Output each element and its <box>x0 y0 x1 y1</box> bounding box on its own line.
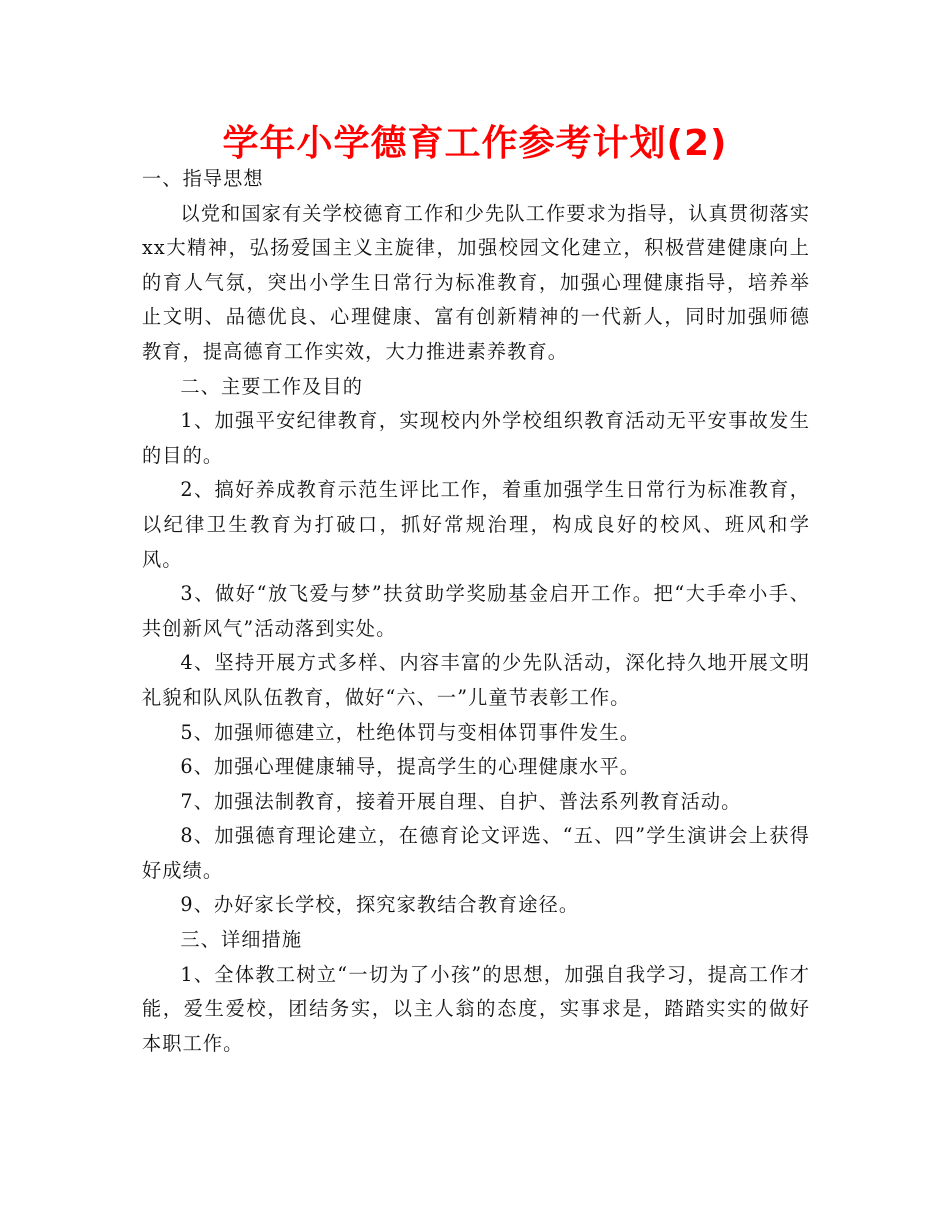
list-item-main-work-2: 2、搞好养成教育示范生评比工作，着重加强学生日常行为标准教育，以纪律卫生教育为打破口，抓好常规治理，构成良好的校风、班风和学风。 <box>142 478 810 571</box>
list-item-measure-1: 1、全体教工树立“一切为了小孩”的思想，加强自我学习，提高工作才能，爱生爱校，团结务实，以主人翁的态度，实事求是，踏踏实实的做好本职工作。 <box>142 962 810 1055</box>
list-item-main-work-3: 3、做好“放飞爱与梦”扶贫助学奖励基金启开工作。把“大手牵小手、共创新风气”活动落到实处。 <box>142 582 810 640</box>
document-title: 学年小学德育工作参考计划(2) <box>222 123 728 164</box>
list-item-main-work-8: 8、加强德育理论建立，在德育论文评选、“五、四”学生演讲会上获得好成绩。 <box>142 824 810 882</box>
section-heading-main-work: 二、主要工作及目的 <box>180 374 363 398</box>
list-item-main-work-1: 1、加强平安纪律教育，实现校内外学校组织教育活动无平安事故发生的目的。 <box>142 409 810 467</box>
list-item-main-work-6: 6、加强心理健康辅导，提高学生的心理健康水平。 <box>180 755 641 779</box>
list-item-main-work-5: 5、加强师德建立，杜绝体罚与变相体罚事件发生。 <box>180 720 641 744</box>
list-item-main-work-9: 9、办好家长学校，探究家教结合教育途径。 <box>180 893 580 917</box>
section-heading-measures: 三、详细措施 <box>180 928 303 952</box>
list-item-main-work-4: 4、坚持开展方式多样、内容丰富的少先队活动，深化持久地开展文明礼貌和队风队伍教育，做好“六、一”儿童节表彰工作。 <box>142 651 810 709</box>
paragraph-guiding-ideology: 以党和国家有关学校德育工作和少先队工作要求为指导，认真贯彻落实xx大精神，弘扬爱国主义主旋律，加强校园文化建立，积极营建健康向上的育人气氛，突出小学生日常行为标准教育，加强心理健康指导，培养举止文明、品德优良、心理健康、富有创新精神的一代新人，同时加强师德教育，提高德育工作实效，大力推进素养教育。 <box>142 201 810 363</box>
list-item-main-work-7: 7、加强法制教育，接着开展自理、自护、普法系列教育活动。 <box>180 789 742 813</box>
document-body <box>142 162 810 1061</box>
section-heading-guiding-ideology: 一、指导思想 <box>142 167 264 190</box>
